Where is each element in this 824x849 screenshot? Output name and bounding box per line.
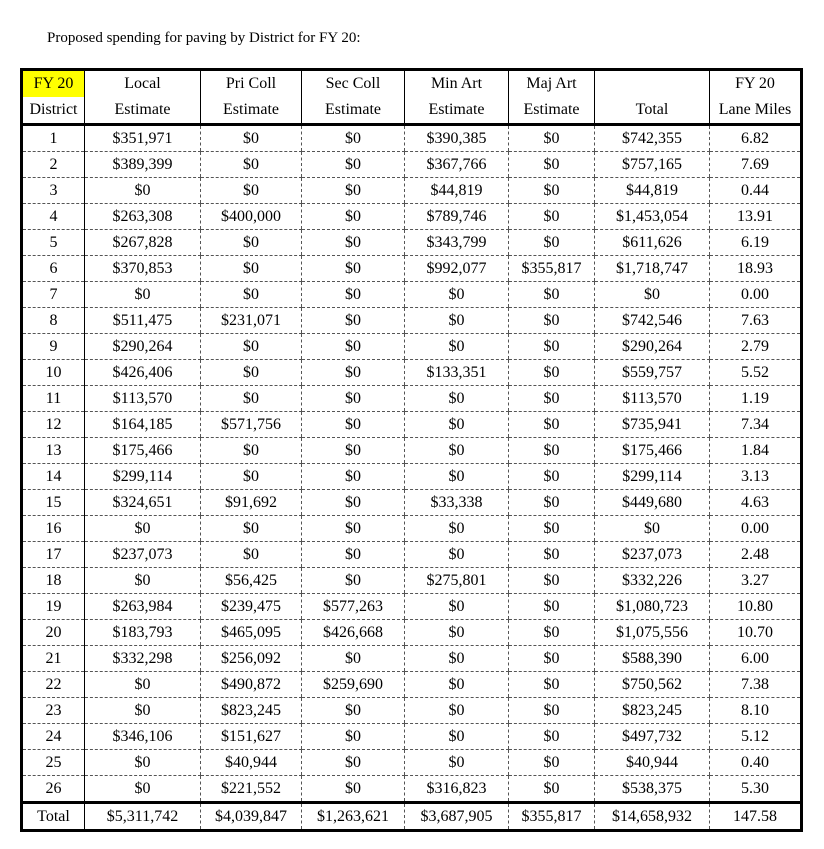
cell-district: 12 (22, 412, 85, 438)
cell-local: $183,793 (85, 620, 201, 646)
cell-maj-art: $0 (509, 360, 595, 386)
cell-pri-coll: $221,552 (201, 776, 302, 803)
cell-maj-art: $355,817 (509, 256, 595, 282)
cell-pri-coll: $0 (201, 386, 302, 412)
header-local: Local (85, 70, 201, 98)
cell-maj-art: $0 (509, 308, 595, 334)
cell-maj-art: $0 (509, 282, 595, 308)
table-row (22, 282, 802, 308)
cell-local: $0 (85, 672, 201, 698)
cell-total: $1,453,054 (595, 204, 710, 230)
cell-district: 9 (22, 334, 85, 360)
totals-local: $5,311,742 (85, 803, 201, 831)
cell-local: $299,114 (85, 464, 201, 490)
cell-pri-coll: $465,095 (201, 620, 302, 646)
cell-sec-coll: $0 (302, 568, 405, 594)
table-row (22, 542, 802, 568)
cell-total: $1,718,747 (595, 256, 710, 282)
cell-maj-art: $0 (509, 438, 595, 464)
cell-min-art: $789,746 (405, 204, 509, 230)
cell-lane-miles: 18.93 (710, 256, 802, 282)
table-row (22, 464, 802, 490)
cell-total: $44,819 (595, 178, 710, 204)
cell-maj-art: $0 (509, 386, 595, 412)
cell-district: 4 (22, 204, 85, 230)
cell-pri-coll: $400,000 (201, 204, 302, 230)
table-row (22, 256, 802, 282)
cell-local: $263,984 (85, 594, 201, 620)
header-pri-coll: Pri Coll (201, 70, 302, 98)
table-row (22, 178, 802, 204)
cell-total: $0 (595, 282, 710, 308)
cell-local: $332,298 (85, 646, 201, 672)
table-row (22, 724, 802, 750)
cell-min-art: $0 (405, 594, 509, 620)
cell-local: $290,264 (85, 334, 201, 360)
cell-sec-coll: $259,690 (302, 672, 405, 698)
cell-pri-coll: $91,692 (201, 490, 302, 516)
cell-min-art: $343,799 (405, 230, 509, 256)
header-min-art-estimate: Estimate (405, 97, 509, 125)
cell-pri-coll: $0 (201, 334, 302, 360)
table-row (22, 750, 802, 776)
cell-total: $497,732 (595, 724, 710, 750)
cell-min-art: $133,351 (405, 360, 509, 386)
header-row-2 (22, 97, 802, 125)
cell-min-art: $0 (405, 724, 509, 750)
cell-maj-art: $0 (509, 568, 595, 594)
cell-local: $237,073 (85, 542, 201, 568)
cell-local: $113,570 (85, 386, 201, 412)
table-row (22, 230, 802, 256)
cell-pri-coll: $0 (201, 360, 302, 386)
table-row (22, 360, 802, 386)
cell-maj-art: $0 (509, 516, 595, 542)
cell-lane-miles: 3.13 (710, 464, 802, 490)
cell-lane-miles: 5.30 (710, 776, 802, 803)
cell-local: $0 (85, 178, 201, 204)
cell-min-art: $0 (405, 334, 509, 360)
cell-total: $538,375 (595, 776, 710, 803)
cell-lane-miles: 6.82 (710, 125, 802, 152)
cell-district: 22 (22, 672, 85, 698)
cell-sec-coll: $0 (302, 152, 405, 178)
cell-maj-art: $0 (509, 646, 595, 672)
cell-district: 24 (22, 724, 85, 750)
cell-pri-coll: $0 (201, 542, 302, 568)
cell-lane-miles: 0.44 (710, 178, 802, 204)
table-row (22, 308, 802, 334)
cell-district: 10 (22, 360, 85, 386)
cell-maj-art: $0 (509, 776, 595, 803)
cell-min-art: $33,338 (405, 490, 509, 516)
cell-min-art: $992,077 (405, 256, 509, 282)
cell-min-art: $0 (405, 542, 509, 568)
cell-total: $742,546 (595, 308, 710, 334)
cell-sec-coll: $0 (302, 776, 405, 803)
cell-pri-coll: $0 (201, 125, 302, 152)
cell-district: 19 (22, 594, 85, 620)
cell-district: 2 (22, 152, 85, 178)
cell-maj-art: $0 (509, 672, 595, 698)
cell-sec-coll: $0 (302, 698, 405, 724)
cell-sec-coll: $0 (302, 360, 405, 386)
cell-sec-coll: $0 (302, 386, 405, 412)
cell-sec-coll: $0 (302, 230, 405, 256)
header-fy20: FY 20 (710, 70, 802, 98)
table-row (22, 152, 802, 178)
header-maj-art-estimate: Estimate (509, 97, 595, 125)
cell-maj-art: $0 (509, 594, 595, 620)
table-row (22, 568, 802, 594)
cell-lane-miles: 6.19 (710, 230, 802, 256)
table-row (22, 204, 802, 230)
cell-sec-coll: $0 (302, 256, 405, 282)
cell-sec-coll: $426,668 (302, 620, 405, 646)
cell-lane-miles: 5.52 (710, 360, 802, 386)
totals-sec-coll: $1,263,621 (302, 803, 405, 831)
cell-total: $0 (595, 516, 710, 542)
cell-total: $237,073 (595, 542, 710, 568)
cell-maj-art: $0 (509, 490, 595, 516)
cell-local: $0 (85, 516, 201, 542)
cell-total: $750,562 (595, 672, 710, 698)
cell-district: 8 (22, 308, 85, 334)
cell-local: $389,399 (85, 152, 201, 178)
table-row (22, 698, 802, 724)
cell-district: 26 (22, 776, 85, 803)
cell-district: 23 (22, 698, 85, 724)
cell-min-art: $44,819 (405, 178, 509, 204)
cell-maj-art: $0 (509, 178, 595, 204)
cell-lane-miles: 10.70 (710, 620, 802, 646)
cell-min-art: $0 (405, 672, 509, 698)
header-lane-miles: Lane Miles (710, 97, 802, 125)
cell-total: $299,114 (595, 464, 710, 490)
cell-local: $267,828 (85, 230, 201, 256)
header-min-art: Min Art (405, 70, 509, 98)
cell-maj-art: $0 (509, 125, 595, 152)
cell-district: 20 (22, 620, 85, 646)
cell-maj-art: $0 (509, 542, 595, 568)
cell-sec-coll: $0 (302, 178, 405, 204)
cell-maj-art: $0 (509, 204, 595, 230)
cell-local: $164,185 (85, 412, 201, 438)
table-row (22, 516, 802, 542)
cell-total: $742,355 (595, 125, 710, 152)
cell-total: $1,080,723 (595, 594, 710, 620)
table-row (22, 334, 802, 360)
cell-district: 3 (22, 178, 85, 204)
cell-lane-miles: 6.00 (710, 646, 802, 672)
table-row (22, 776, 802, 803)
cell-maj-art: $0 (509, 334, 595, 360)
cell-lane-miles: 1.84 (710, 438, 802, 464)
cell-total: $559,757 (595, 360, 710, 386)
cell-pri-coll: $0 (201, 152, 302, 178)
cell-district: 21 (22, 646, 85, 672)
cell-maj-art: $0 (509, 698, 595, 724)
table-body (22, 125, 802, 803)
cell-min-art: $0 (405, 308, 509, 334)
table-row (22, 490, 802, 516)
cell-district: 5 (22, 230, 85, 256)
header-sec-coll: Sec Coll (302, 70, 405, 98)
cell-district: 6 (22, 256, 85, 282)
cell-local: $0 (85, 776, 201, 803)
header-pri-coll-estimate: Estimate (201, 97, 302, 125)
cell-local: $370,853 (85, 256, 201, 282)
header-row-1 (22, 70, 802, 98)
cell-min-art: $0 (405, 386, 509, 412)
cell-lane-miles: 7.69 (710, 152, 802, 178)
cell-district: 15 (22, 490, 85, 516)
cell-local: $351,971 (85, 125, 201, 152)
cell-lane-miles: 10.80 (710, 594, 802, 620)
cell-lane-miles: 7.38 (710, 672, 802, 698)
cell-pri-coll: $490,872 (201, 672, 302, 698)
cell-lane-miles: 2.48 (710, 542, 802, 568)
cell-local: $511,475 (85, 308, 201, 334)
cell-min-art: $0 (405, 698, 509, 724)
table-row (22, 646, 802, 672)
cell-sec-coll: $0 (302, 282, 405, 308)
cell-sec-coll: $577,263 (302, 594, 405, 620)
table-row (22, 438, 802, 464)
cell-sec-coll: $0 (302, 490, 405, 516)
cell-lane-miles: 8.10 (710, 698, 802, 724)
table-row (22, 594, 802, 620)
totals-total: $14,658,932 (595, 803, 710, 831)
table-row (22, 412, 802, 438)
cell-sec-coll: $0 (302, 125, 405, 152)
cell-district: 14 (22, 464, 85, 490)
cell-sec-coll: $0 (302, 412, 405, 438)
cell-min-art: $390,385 (405, 125, 509, 152)
cell-total: $175,466 (595, 438, 710, 464)
cell-sec-coll: $0 (302, 516, 405, 542)
cell-pri-coll: $571,756 (201, 412, 302, 438)
cell-pri-coll: $40,944 (201, 750, 302, 776)
cell-min-art: $0 (405, 750, 509, 776)
totals-pri-coll: $4,039,847 (201, 803, 302, 831)
header-maj-art: Maj Art (509, 70, 595, 98)
cell-local: $324,651 (85, 490, 201, 516)
cell-total: $449,680 (595, 490, 710, 516)
totals-row (22, 803, 802, 831)
cell-min-art: $0 (405, 620, 509, 646)
totals-min-art: $3,687,905 (405, 803, 509, 831)
cell-lane-miles: 4.63 (710, 490, 802, 516)
cell-local: $0 (85, 750, 201, 776)
cell-lane-miles: 2.79 (710, 334, 802, 360)
cell-district: 7 (22, 282, 85, 308)
header-local-estimate: Estimate (85, 97, 201, 125)
cell-lane-miles: 1.19 (710, 386, 802, 412)
totals-maj-art: $355,817 (509, 803, 595, 831)
cell-min-art: $0 (405, 438, 509, 464)
cell-total: $113,570 (595, 386, 710, 412)
header-total-blank (595, 70, 710, 98)
cell-pri-coll: $0 (201, 282, 302, 308)
cell-pri-coll: $0 (201, 178, 302, 204)
cell-total: $611,626 (595, 230, 710, 256)
table-caption: Proposed spending for paving by District for FY 20: (47, 30, 361, 46)
cell-lane-miles: 0.00 (710, 516, 802, 542)
cell-min-art: $367,766 (405, 152, 509, 178)
cell-district: 25 (22, 750, 85, 776)
cell-sec-coll: $0 (302, 308, 405, 334)
cell-maj-art: $0 (509, 152, 595, 178)
cell-pri-coll: $239,475 (201, 594, 302, 620)
cell-lane-miles: 3.27 (710, 568, 802, 594)
cell-min-art: $0 (405, 282, 509, 308)
cell-maj-art: $0 (509, 464, 595, 490)
totals-lane-miles: 147.58 (710, 803, 802, 831)
cell-maj-art: $0 (509, 412, 595, 438)
cell-sec-coll: $0 (302, 438, 405, 464)
cell-lane-miles: 7.34 (710, 412, 802, 438)
cell-total: $290,264 (595, 334, 710, 360)
cell-maj-art: $0 (509, 724, 595, 750)
cell-district: 16 (22, 516, 85, 542)
cell-pri-coll: $0 (201, 230, 302, 256)
cell-total: $823,245 (595, 698, 710, 724)
cell-pri-coll: $0 (201, 438, 302, 464)
header-sec-coll-estimate: Estimate (302, 97, 405, 125)
cell-total: $1,075,556 (595, 620, 710, 646)
cell-sec-coll: $0 (302, 542, 405, 568)
cell-sec-coll: $0 (302, 464, 405, 490)
table-row (22, 386, 802, 412)
cell-pri-coll: $56,425 (201, 568, 302, 594)
cell-district: 13 (22, 438, 85, 464)
header-total: Total (595, 97, 710, 125)
cell-district: 1 (22, 125, 85, 152)
cell-pri-coll: $0 (201, 516, 302, 542)
cell-maj-art: $0 (509, 750, 595, 776)
cell-min-art: $0 (405, 464, 509, 490)
table-row (22, 672, 802, 698)
cell-min-art: $316,823 (405, 776, 509, 803)
cell-total: $757,165 (595, 152, 710, 178)
cell-pri-coll: $151,627 (201, 724, 302, 750)
cell-local: $0 (85, 568, 201, 594)
cell-total: $40,944 (595, 750, 710, 776)
cell-sec-coll: $0 (302, 724, 405, 750)
cell-pri-coll: $231,071 (201, 308, 302, 334)
totals-label: Total (22, 803, 85, 831)
paving-table (20, 68, 803, 832)
cell-sec-coll: $0 (302, 334, 405, 360)
cell-district: 18 (22, 568, 85, 594)
table-row (22, 125, 802, 152)
cell-pri-coll: $823,245 (201, 698, 302, 724)
cell-lane-miles: 0.40 (710, 750, 802, 776)
header-district: District (22, 97, 85, 125)
cell-min-art: $0 (405, 516, 509, 542)
cell-lane-miles: 7.63 (710, 308, 802, 334)
cell-min-art: $0 (405, 646, 509, 672)
cell-sec-coll: $0 (302, 204, 405, 230)
table-row (22, 620, 802, 646)
cell-local: $263,308 (85, 204, 201, 230)
cell-local: $426,406 (85, 360, 201, 386)
cell-pri-coll: $0 (201, 256, 302, 282)
cell-maj-art: $0 (509, 620, 595, 646)
cell-maj-art: $0 (509, 230, 595, 256)
header-fy-label: FY 20 (22, 70, 85, 98)
cell-pri-coll: $256,092 (201, 646, 302, 672)
cell-min-art: $0 (405, 412, 509, 438)
cell-lane-miles: 0.00 (710, 282, 802, 308)
cell-district: 11 (22, 386, 85, 412)
cell-min-art: $275,801 (405, 568, 509, 594)
cell-district: 17 (22, 542, 85, 568)
cell-lane-miles: 5.12 (710, 724, 802, 750)
cell-sec-coll: $0 (302, 750, 405, 776)
cell-total: $735,941 (595, 412, 710, 438)
cell-pri-coll: $0 (201, 464, 302, 490)
cell-local: $346,106 (85, 724, 201, 750)
cell-local: $0 (85, 698, 201, 724)
cell-sec-coll: $0 (302, 646, 405, 672)
cell-local: $0 (85, 282, 201, 308)
cell-total: $588,390 (595, 646, 710, 672)
cell-total: $332,226 (595, 568, 710, 594)
cell-lane-miles: 13.91 (710, 204, 802, 230)
cell-local: $175,466 (85, 438, 201, 464)
